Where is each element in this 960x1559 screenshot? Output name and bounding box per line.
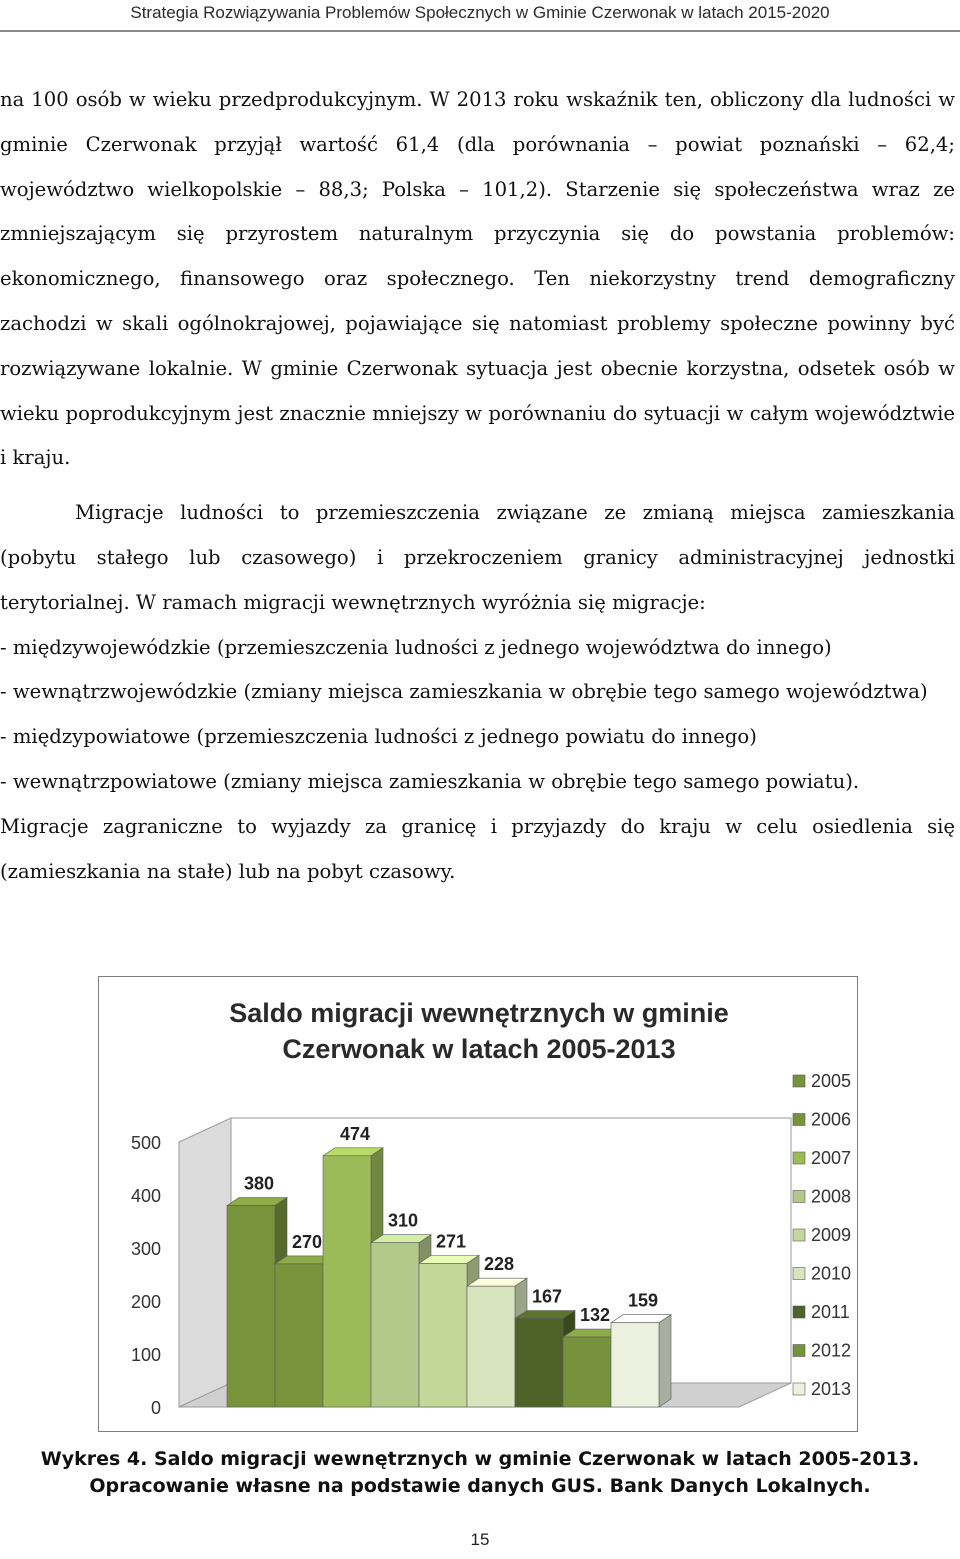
legend-swatch	[793, 1229, 805, 1241]
legend-swatch	[793, 1114, 805, 1126]
chart-side-wall	[179, 1118, 231, 1407]
bar-data-label: 380	[243, 1173, 275, 1194]
body-text	[0, 78, 955, 894]
bar	[275, 1264, 323, 1407]
bar	[371, 1243, 419, 1407]
page-number: 15	[470, 1530, 490, 1549]
legend-label: 2006	[811, 1109, 852, 1130]
legend-swatch	[793, 1383, 805, 1395]
paragraph-ageing: na 100 osób w wieku przedprodukcyjnym. W 2013 roku wskaźnik ten, obliczony dla ludności w gminie Czerwonak przyjął wartość 61,4 (dla porównania – powiat poznański – 62,4; województwo wielkopolskie – 88,3; Polska – 101,2). Starzenie się społeczeństwa wraz ze zmniejszającym się przyrostem naturalnym przyczynia się do powstania problemów: ekonomicznego, finansowego oraz społecznego. Ten niekorzystny trend demograficzny zachodzi w skali ogólnokrajowej, pojawiające się natomiast problemy społeczne powinny być rozwiązywane lokalnie. W gminie Czerwonak sytuacja jest obecnie korzystna, odsetek osób w wieku poprodukcyjnym jest znacznie mniejszy w porównaniu do sytuacji w całym województwie i kraju.	[0, 88, 955, 470]
bar-data-label: 271	[435, 1231, 467, 1252]
legend-label: 2010	[811, 1263, 852, 1284]
chart-title-line1: Saldo migracji wewnętrznych w gminie	[229, 998, 729, 1028]
y-tick-label: 100	[130, 1345, 161, 1365]
legend-swatch	[793, 1268, 805, 1280]
bar	[467, 1286, 515, 1407]
bar-data-label: 310	[387, 1210, 419, 1231]
caption-line1: Wykres 4. Saldo migracji wewnętrznych w gminie Czerwonak w latach 2005-2013.	[40, 1448, 920, 1470]
y-tick-label: 0	[150, 1398, 161, 1418]
legend-label: 2005	[811, 1071, 852, 1091]
legend-label: 2007	[811, 1148, 852, 1168]
bar-data-label: 132	[579, 1305, 611, 1326]
legend-swatch	[793, 1075, 805, 1087]
bar	[611, 1323, 659, 1407]
legend-swatch	[793, 1345, 805, 1357]
legend-swatch	[793, 1191, 805, 1203]
legend-label: 2013	[811, 1379, 852, 1399]
list-item-intracounty: - wewnątrzpowiatowe (zmiany miejsca zamieszkania w obrębie tego samego powiatu).	[0, 769, 860, 793]
chart-frame	[98, 976, 858, 1432]
bar-data-label: 167	[531, 1286, 563, 1307]
legend-swatch	[793, 1306, 805, 1318]
migration-bar-chart	[99, 977, 859, 1433]
y-tick-label: 400	[130, 1186, 161, 1206]
caption-line2: Opracowanie własne na podstawie danych GUS. Bank Danych Lokalnych.	[89, 1475, 871, 1497]
paragraph-foreign-migration: Migracje zagraniczne to wyjazdy za granicę i przyjazdy do kraju w celu osiedlenia się (zamieszkania na stałe) lub na pobyt czasowy.	[0, 814, 955, 883]
legend-label: 2011	[811, 1302, 850, 1322]
y-tick-label: 200	[130, 1292, 161, 1312]
bar	[323, 1156, 371, 1407]
bar-data-label: 474	[339, 1123, 371, 1144]
running-header: Strategia Rozwiązywania Problemów Społecznych w Gminie Czerwonak w latach 2015-2020	[130, 3, 830, 22]
list-item-interprovincial: - międzywojewódzkie (przemieszczenia ludności z jednego województwa do innego)	[0, 635, 832, 659]
paragraph-migration-definition: Migracje ludności to przemieszczenia związane ze zmianą miejsca zamieszkania (pobytu stałego lub czasowego) i przekroczeniem granicy administracyjnej jednostki terytorialnej. W ramach migracji wewnętrznych wyróżnia się migracje:	[0, 501, 955, 614]
legend-label: 2009	[811, 1225, 852, 1245]
bar	[563, 1337, 611, 1407]
bar-data-label: 270	[291, 1231, 323, 1252]
figure-caption	[0, 1446, 960, 1500]
y-tick-label: 300	[130, 1239, 161, 1259]
bar	[227, 1206, 275, 1407]
chart-title-line2: Czerwonak w latach 2005-2013	[282, 1034, 676, 1064]
bar-data-label: 159	[627, 1290, 659, 1311]
list-item-intercounty: - międzypowiatowe (przemieszczenia ludności z jednego powiatu do innego)	[0, 725, 757, 749]
bar-data-label: 228	[483, 1254, 515, 1275]
bar-side	[659, 1315, 671, 1407]
legend-swatch	[793, 1152, 805, 1164]
bar	[515, 1318, 563, 1407]
y-tick-label: 500	[130, 1133, 161, 1153]
header-rule	[0, 30, 960, 32]
legend-label: 2012	[811, 1340, 852, 1361]
legend-label: 2008	[811, 1186, 852, 1207]
bar	[419, 1263, 467, 1407]
list-item-intraprovincial: - wewnątrzwojewódzkie (zmiany miejsca zamieszkania w obrębie tego samego województwa)	[0, 680, 928, 704]
